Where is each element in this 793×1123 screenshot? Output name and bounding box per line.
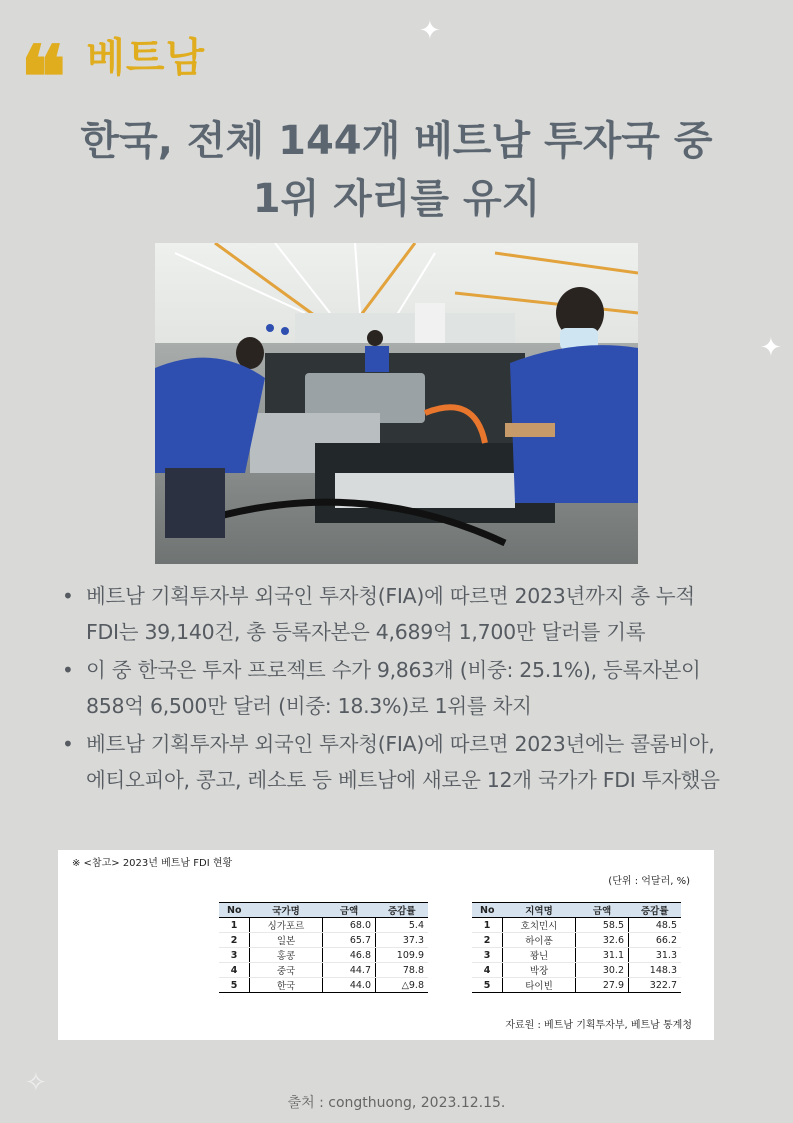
table-row <box>472 933 681 948</box>
cell-change: 148.3 <box>629 963 682 978</box>
cell-amount: 58.5 <box>576 918 629 933</box>
cell-no: 3 <box>219 948 250 963</box>
cell-no: 4 <box>219 963 250 978</box>
column-header: 국가명 <box>250 903 323 918</box>
table-row <box>219 963 428 978</box>
column-header: 증감률 <box>629 903 682 918</box>
cell-amount: 46.8 <box>323 948 376 963</box>
cell-change: △9.8 <box>376 978 429 993</box>
cell-region: 꽝닌 <box>503 948 576 963</box>
cell-amount: 65.7 <box>323 933 376 948</box>
country-fdi-table <box>219 902 428 993</box>
cell-region: 박장 <box>503 963 576 978</box>
cell-country: 한국 <box>250 978 323 993</box>
cell-country: 중국 <box>250 963 323 978</box>
column-header: No <box>472 903 503 918</box>
brand-label: 베트남 <box>86 34 206 81</box>
cell-country: 홍콩 <box>250 948 323 963</box>
footer-source: 출처 : congthuong, 2023.12.15. <box>287 1095 506 1111</box>
cell-no: 1 <box>219 918 250 933</box>
reference-caption: ※ <참고> 2023년 베트남 FDI 현황 <box>72 858 233 869</box>
table-row <box>219 933 428 948</box>
bullet-list <box>60 578 720 800</box>
table-row <box>472 918 681 933</box>
cell-no: 3 <box>472 948 503 963</box>
sparkle-icon: ✧ <box>25 1068 47 1098</box>
cell-region: 하이퐁 <box>503 933 576 948</box>
table-row <box>219 918 428 933</box>
title-line-1: 한국, 전체 144개 베트남 투자국 중 <box>80 118 713 164</box>
sparkle-icon: ✦ <box>760 333 782 363</box>
bullet-item: • 이 중 한국은 투자 프로젝트 수가 9,863개 (비중: 25.1%), 등록자본이 858억 6,500만 달러 (비중: 18.3%)로 1위를 차지 <box>60 652 720 724</box>
cell-country: 일본 <box>250 933 323 948</box>
cell-amount: 31.1 <box>576 948 629 963</box>
column-header: No <box>219 903 250 918</box>
cell-change: 78.8 <box>376 963 429 978</box>
cell-no: 2 <box>472 933 503 948</box>
cell-change: 48.5 <box>629 918 682 933</box>
column-header: 금액 <box>576 903 629 918</box>
bullet-item: • 베트남 기획투자부 외국인 투자청(FIA)에 따르면 2023년까지 총 누적 FDI는 39,140건, 총 등록자본은 4,689억 1,700만 달러를 기록 <box>60 578 720 650</box>
title-line-2: 1위 자리를 유지 <box>252 176 541 222</box>
unit-label: (단위 : 억달러, %) <box>608 876 690 887</box>
region-fdi-table <box>472 902 681 993</box>
factory-illustration <box>155 243 638 564</box>
cell-region: 타이빈 <box>503 978 576 993</box>
quote-icon: ❝ <box>20 27 61 128</box>
table-row <box>219 978 428 993</box>
cell-amount: 68.0 <box>323 918 376 933</box>
cell-amount: 27.9 <box>576 978 629 993</box>
cell-change: 5.4 <box>376 918 429 933</box>
cell-no: 5 <box>219 978 250 993</box>
table-row <box>219 948 428 963</box>
table-row <box>472 978 681 993</box>
cell-amount: 32.6 <box>576 933 629 948</box>
bullet-item: • 베트남 기획투자부 외국인 투자청(FIA)에 따르면 2023년에는 콜롬비아, 에티오피아, 콩고, 레소토 등 베트남에 새로운 12개 국가가 FDI 투자했음 <box>60 726 720 798</box>
cell-region: 호치민시 <box>503 918 576 933</box>
cell-no: 4 <box>472 963 503 978</box>
cell-no: 1 <box>472 918 503 933</box>
cell-no: 5 <box>472 978 503 993</box>
sparkle-icon: ✦ <box>419 16 441 46</box>
page-title <box>40 112 753 228</box>
cell-no: 2 <box>219 933 250 948</box>
table-row <box>472 963 681 978</box>
cell-amount: 44.0 <box>323 978 376 993</box>
column-header: 금액 <box>323 903 376 918</box>
reference-panel <box>58 850 714 1040</box>
cell-change: 66.2 <box>629 933 682 948</box>
column-header: 증감률 <box>376 903 429 918</box>
cell-amount: 44.7 <box>323 963 376 978</box>
header <box>20 27 206 128</box>
cell-amount: 30.2 <box>576 963 629 978</box>
table-row <box>472 948 681 963</box>
cell-change: 322.7 <box>629 978 682 993</box>
column-header: 지역명 <box>503 903 576 918</box>
factory-photo <box>155 243 638 564</box>
source-note: 자료원 : 베트남 기획투자부, 베트남 통계청 <box>505 1020 692 1031</box>
cell-change: 109.9 <box>376 948 429 963</box>
cell-change: 37.3 <box>376 933 429 948</box>
cell-country: 싱가포르 <box>250 918 323 933</box>
cell-change: 31.3 <box>629 948 682 963</box>
